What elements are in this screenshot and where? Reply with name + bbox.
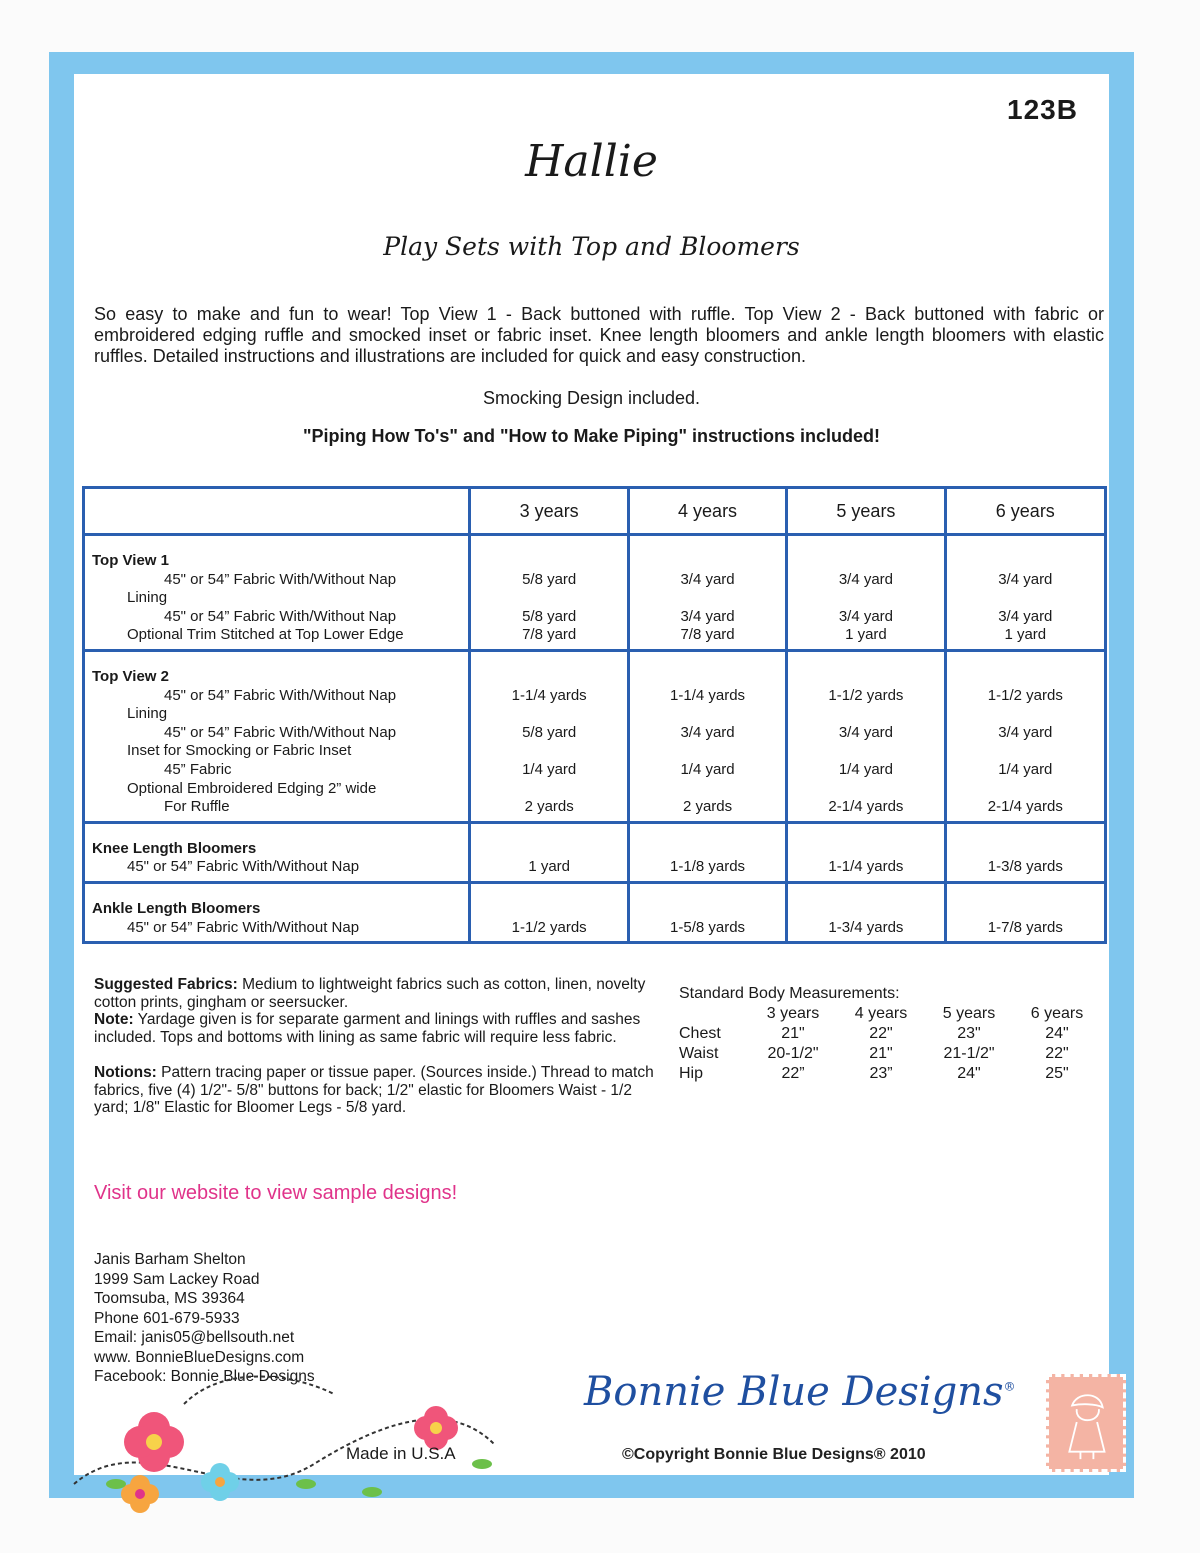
piping-note: "Piping How To's" and "How to Make Piping" instructions included! (302, 426, 881, 446)
measurements-table (679, 1004, 1101, 1084)
yardage-spacer (630, 780, 785, 799)
registered-mark: ® (1003, 1379, 1016, 1394)
yardage-spacer (947, 742, 1104, 761)
yardage-line-label: Lining (127, 705, 168, 723)
yardage-line-label: 45" or 54” Fabric With/Without Nap (127, 918, 360, 936)
measurements-header-row (679, 1004, 1101, 1024)
yardage-section-heading: Knee Length Bloomers (92, 839, 257, 857)
suggested-fabrics (94, 976, 669, 1011)
note-label: Note: (94, 1011, 134, 1028)
yardage-line-label: 45” Fabric (164, 760, 232, 778)
yardage-line-label: 45" or 54” Fabric With/Without Nap (164, 686, 397, 704)
yardage-section-row (84, 822, 1106, 882)
measurement-value: 21-1/2" (943, 1045, 995, 1062)
yardage-value: 3/4 yard (998, 570, 1053, 588)
measurement-value: 21" (869, 1045, 893, 1062)
yardage-value: 2 yards (682, 798, 733, 816)
measurement-size: 4 years (854, 1005, 908, 1022)
yardage-spacer (630, 742, 785, 761)
yardage-value: 1-5/8 yards (670, 918, 746, 936)
yardage-size-cell (628, 535, 786, 651)
yardage-line-label: Optional Trim Stitched at Top Lower Edge (127, 626, 404, 644)
yardage-spacer (471, 780, 626, 799)
yardage-spacer (947, 589, 1104, 608)
yardage-spacer (788, 589, 943, 608)
yardage-size-cell (787, 535, 945, 651)
yardage-section-heading: Top View 2 (92, 667, 169, 685)
yardage-spacer (788, 668, 943, 687)
yardage-value: 3/4 yard (680, 607, 735, 625)
yardage-value: 3/4 yard (998, 723, 1053, 741)
body-measurements (679, 984, 1101, 1084)
yardage-value: 1-3/4 yards (828, 918, 904, 936)
yardage-value: 1/4 yard (998, 760, 1053, 778)
yardage-section-labels (84, 535, 470, 651)
yardage-header-blank (84, 488, 470, 535)
yardage-value: 5/8 yard (522, 723, 577, 741)
yardage-value: 7/8 yard (522, 626, 577, 644)
measurement-size: 5 years (942, 1005, 996, 1022)
yardage-value: 1-3/8 yards (987, 858, 1063, 876)
yardage-value: 3/4 yard (838, 607, 894, 625)
yardage-spacer (788, 742, 943, 761)
measurement-value: 23" (957, 1025, 981, 1042)
yardage-size-cell (787, 822, 945, 882)
yardage-spacer (947, 668, 1104, 687)
yardage-spacer (471, 900, 626, 919)
yardage-value: 1/4 yard (838, 760, 894, 778)
yardage-value: 5/8 yard (522, 570, 577, 588)
measurement-value: 22” (781, 1065, 805, 1082)
yardage-line-label: Lining (127, 589, 168, 607)
leaf-icon (296, 1479, 316, 1489)
yardage-header-row (84, 488, 1106, 535)
size-header: 6 years (945, 488, 1105, 535)
yardage-value: 7/8 yard (680, 626, 735, 644)
note-text: Yardage given is for separate garment and linings with ruffles and sashes included. Tops and bottoms with lining as same fabric will require less fabric. (94, 1011, 641, 1046)
yardage-value: 3/4 yard (680, 723, 735, 741)
yardage-spacer (630, 668, 785, 687)
yardage-spacer (947, 840, 1104, 859)
suggested-fabrics-label: Suggested Fabrics: (94, 976, 238, 993)
yardage-value: 3/4 yard (998, 607, 1053, 625)
yardage-spacer (788, 900, 943, 919)
notions-label: Notions: (94, 1064, 157, 1081)
size-header: 5 years (787, 488, 945, 535)
measurement-row (679, 1024, 1101, 1044)
measurement-row (679, 1064, 1101, 1084)
yardage-spacer (947, 705, 1104, 724)
yardage-line-label: Optional Embroidered Edging 2” wide (127, 779, 377, 797)
yardage-value: 1/4 yard (522, 760, 577, 778)
yardage-spacer (788, 552, 943, 571)
yardage-spacer (630, 705, 785, 724)
measurement-label: Waist (679, 1045, 719, 1062)
yardage-section-row (84, 535, 1106, 651)
yardage-size-cell (945, 650, 1105, 822)
yardage-value: 1-1/2 yards (987, 686, 1063, 704)
yardage-spacer (630, 589, 785, 608)
yardage-section-heading: Ankle Length Bloomers (92, 899, 261, 917)
yardage-spacer (788, 705, 943, 724)
measurement-label: Hip (679, 1065, 704, 1082)
leaf-icon (362, 1487, 382, 1497)
contact-city: Toomsuba, MS 39364 (94, 1290, 245, 1307)
yardage-section-labels (84, 822, 470, 882)
yardage-spacer (471, 840, 626, 859)
yardage-spacer (788, 840, 943, 859)
made-in-label: Made in U.S.A (346, 1444, 456, 1463)
brand-name: Bonnie Blue Designs (584, 1369, 1004, 1415)
yardage-note (94, 1011, 669, 1046)
yardage-section-row (84, 882, 1106, 942)
suggested-fabrics-text: Medium to lightweight fabrics such as cotton, linen, novelty cotton prints, gingham or seersucker. (94, 976, 646, 1011)
measurement-value: 21" (781, 1025, 805, 1042)
yardage-spacer (630, 552, 785, 571)
smocking-note: Smocking Design included. (482, 388, 701, 408)
yardage-value: 2-1/4 yards (987, 798, 1063, 816)
measurement-value: 22" (869, 1025, 893, 1042)
yardage-value: 1-1/4 yards (511, 686, 587, 704)
measurement-size: 3 years (766, 1005, 820, 1022)
measurement-value: 20-1/2" (767, 1045, 819, 1062)
notions-text: Pattern tracing paper or tissue paper. (Sources inside.) Thread to match fabrics, five (4) 1/2"- 5/8" buttons for back; 1/2" elastic for Bloomers Waist - 1/2 yard; 1/8" Elastic for Bloomer Legs - 5/8 yard. (94, 1064, 654, 1116)
yardage-value: 1-1/2 yards (828, 686, 904, 704)
yardage-line-label: Inset for Smocking or Fabric Inset (127, 742, 352, 760)
measurement-value: 22" (1045, 1045, 1069, 1062)
yardage-spacer (471, 742, 626, 761)
leaf-icon (106, 1479, 126, 1489)
yardage-value: 1-1/4 yards (828, 858, 904, 876)
measurement-label: Chest (679, 1025, 721, 1042)
yardage-value: 1-1/4 yards (670, 686, 746, 704)
sunbonnet-logo-icon (1046, 1374, 1126, 1472)
yardage-value: 1/4 yard (680, 760, 735, 778)
flower-icon (201, 1463, 239, 1501)
yardage-spacer (947, 780, 1104, 799)
yardage-table (82, 486, 1107, 944)
yardage-section-row (84, 650, 1106, 822)
yardage-line-label: For Ruffle (164, 798, 230, 816)
yardage-size-cell (628, 650, 786, 822)
yardage-spacer (788, 780, 943, 799)
yardage-value: 1-7/8 yards (987, 918, 1063, 936)
yardage-value: 1 yard (1004, 626, 1047, 644)
yardage-spacer (471, 589, 626, 608)
pattern-code: 123B (1007, 94, 1078, 125)
yardage-size-cell (945, 882, 1105, 942)
measurement-value: 24" (1045, 1025, 1069, 1042)
yardage-size-cell (470, 535, 628, 651)
measurement-value: 23” (869, 1065, 893, 1082)
contact-facebook: Facebook: Bonnie Blue Designs (94, 1368, 315, 1385)
yardage-value: 5/8 yard (522, 607, 577, 625)
page-frame (49, 52, 1134, 1498)
yardage-value: 1 yard (528, 858, 571, 876)
yardage-size-cell (787, 882, 945, 942)
yardage-value: 3/4 yard (680, 570, 735, 588)
pattern-title: Hallie (525, 136, 658, 187)
yardage-section-heading: Top View 1 (92, 552, 169, 569)
contact-email: Email: janis05@bellsouth.net (94, 1329, 295, 1346)
yardage-size-cell (787, 650, 945, 822)
yardage-size-cell (470, 822, 628, 882)
yardage-spacer (471, 705, 626, 724)
notions (94, 1064, 669, 1117)
yardage-section-labels (84, 650, 470, 822)
yardage-spacer (630, 840, 785, 859)
yardage-size-cell (470, 882, 628, 942)
yardage-value: 2-1/4 yards (828, 798, 904, 816)
measurement-row (679, 1044, 1101, 1064)
contact-name: Janis Barham Shelton (94, 1251, 246, 1268)
measurement-value: 24" (957, 1065, 981, 1082)
leaf-icon (472, 1459, 492, 1469)
yardage-value: 3/4 yard (838, 723, 894, 741)
contact-phone: Phone 601-679-5933 (94, 1309, 240, 1327)
contact-website: www. BonnieBlueDesigns.com (94, 1348, 305, 1366)
yardage-value: 1 yard (845, 626, 887, 644)
yardage-line-label: 45" or 54” Fabric With/Without Nap (164, 723, 397, 741)
yardage-section-labels (84, 882, 470, 942)
yardage-spacer (947, 552, 1104, 571)
vine-path (184, 1377, 334, 1405)
page-content (74, 74, 1109, 1475)
yardage-size-cell (945, 535, 1105, 651)
yardage-spacer (471, 552, 626, 571)
flower-icon (121, 1475, 159, 1513)
intro-paragraph: So easy to make and fun to wear! Top View 1 - Back buttoned with ruffle. Top View 2 - Back buttoned with fabric or embroidered edging ruffle and smocked inset or fabric inset. Knee length bloomers and ankle length bloomers with elastic ruffles. Detailed instructions and illustrations are included for quick and easy construction. (94, 304, 1104, 366)
yardage-line-label: 45" or 54” Fabric With/Without Nap (164, 570, 397, 588)
yardage-value: 2 yards (524, 798, 574, 816)
yardage-value: 1-1/2 yards (511, 918, 587, 936)
yardage-size-cell (628, 822, 786, 882)
measurements-title: Standard Body Measurements: (679, 985, 900, 1002)
yardage-size-cell (945, 822, 1105, 882)
contact-street: 1999 Sam Lackey Road (94, 1270, 260, 1288)
yardage-value: 1-1/8 yards (670, 858, 746, 876)
yardage-spacer (630, 900, 785, 919)
fabric-notes (94, 976, 669, 1117)
size-header: 4 years (628, 488, 786, 535)
yardage-line-label: 45" or 54” Fabric With/Without Nap (127, 858, 360, 876)
pattern-subtitle: Play Sets with Top and Bloomers (383, 232, 800, 261)
size-header: 3 years (470, 488, 628, 535)
website-promo: Visit our website to view sample designs! (94, 1182, 458, 1204)
brand-logo (584, 1369, 1015, 1415)
sunbonnet-girl-icon (1049, 1377, 1123, 1469)
measurement-value: 25" (1045, 1065, 1069, 1082)
measurement-size: 6 years (1030, 1005, 1084, 1022)
yardage-line-label: 45" or 54” Fabric With/Without Nap (164, 607, 397, 625)
yardage-value: 3/4 yard (838, 570, 894, 588)
copyright: ©Copyright Bonnie Blue Designs® 2010 (622, 1446, 926, 1463)
yardage-spacer (947, 900, 1104, 919)
yardage-spacer (471, 668, 626, 687)
yardage-size-cell (470, 650, 628, 822)
yardage-size-cell (628, 882, 786, 942)
